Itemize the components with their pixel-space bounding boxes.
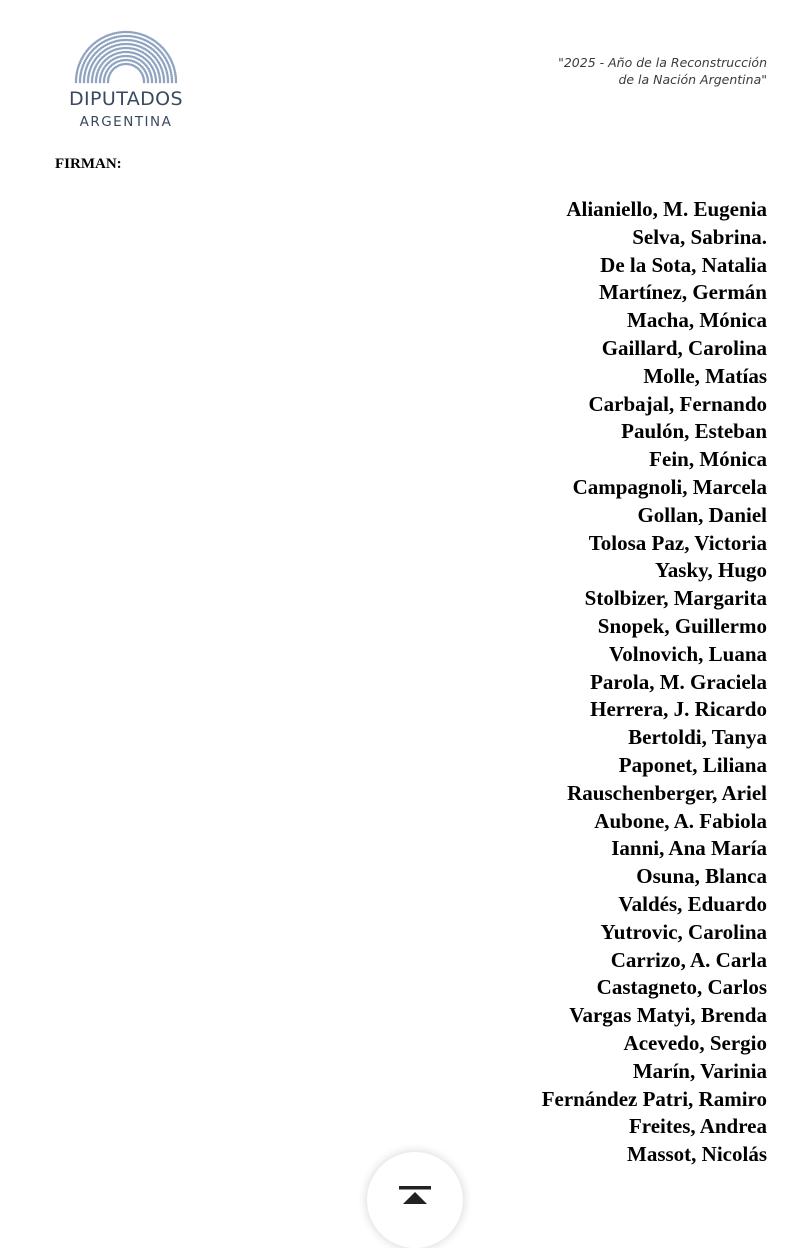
signer-name: Rauschenberger, Ariel bbox=[567, 780, 767, 805]
signer-name: Marín, Varinia bbox=[632, 1058, 767, 1083]
signer-name: Carbajal, Fernando bbox=[588, 391, 767, 416]
scroll-to-top-button[interactable] bbox=[367, 1152, 463, 1248]
signers-list bbox=[542, 196, 767, 1169]
signer-name: Herrera, J. Ricardo bbox=[590, 697, 767, 722]
signer-name: Parola, M. Graciela bbox=[590, 669, 767, 694]
firman-label: FIRMAN: bbox=[55, 156, 122, 172]
signer-name: Volnovich, Luana bbox=[609, 641, 767, 666]
signer-name: Campagnoli, Marcela bbox=[572, 474, 767, 499]
signer-name: Aubone, A. Fabiola bbox=[594, 808, 767, 833]
signer-name: Selva, Sabrina. bbox=[632, 224, 767, 249]
signer-name: De la Sota, Natalia bbox=[600, 252, 767, 277]
signer-name: Alianiello, M. Eugenia bbox=[566, 197, 767, 221]
signer-name: Gaillard, Carolina bbox=[601, 335, 767, 360]
signer-name: Vargas Matyi, Brenda bbox=[569, 1003, 767, 1028]
signer-name: Fein, Mónica bbox=[649, 447, 767, 472]
signer-name: Martínez, Germán bbox=[599, 280, 767, 305]
signer-name: Massot, Nicolás bbox=[627, 1142, 767, 1167]
signer-name: Castagneto, Carlos bbox=[596, 975, 767, 1000]
signer-name: Paulón, Esteban bbox=[621, 419, 767, 444]
signer-name: Valdés, Eduardo bbox=[618, 891, 767, 916]
signer-name: Acevedo, Sergio bbox=[623, 1030, 767, 1055]
motto-line-1: "2025 - Año de la Reconstrucción bbox=[558, 55, 767, 70]
signer-name: Freites, Andrea bbox=[628, 1114, 767, 1139]
signer-name: Stolbizer, Margarita bbox=[584, 586, 767, 611]
year-motto bbox=[558, 54, 767, 88]
signer-name: Yutrovic, Carolina bbox=[600, 919, 767, 944]
logo-country: ARGENTINA bbox=[79, 114, 173, 130]
signer-name: Molle, Matías bbox=[643, 363, 767, 388]
diputados-logo bbox=[58, 28, 194, 132]
signer-name: Macha, Mónica bbox=[627, 308, 767, 333]
signer-name: Carrizo, A. Carla bbox=[610, 947, 767, 972]
signer-name: Paponet, Liliana bbox=[618, 752, 767, 777]
signer-name: Fernández Patri, Ramiro bbox=[541, 1086, 767, 1111]
arrow-up-to-line-icon bbox=[397, 1186, 433, 1206]
signer-name: Yasky, Hugo bbox=[654, 558, 767, 583]
signer-name: Bertoldi, Tanya bbox=[628, 725, 767, 750]
signer-name: Gollan, Daniel bbox=[637, 502, 767, 527]
signer-name: Tolosa Paz, Victoria bbox=[588, 530, 767, 555]
signer-name: Osuna, Blanca bbox=[636, 864, 767, 889]
signer-name: Ianni, Ana María bbox=[611, 836, 767, 861]
signer-name: Snopek, Guillermo bbox=[597, 613, 767, 638]
motto-line-2: de la Nación Argentina" bbox=[618, 72, 767, 87]
logo-name: DIPUTADOS bbox=[69, 88, 183, 110]
congress-dome-icon bbox=[72, 28, 180, 84]
